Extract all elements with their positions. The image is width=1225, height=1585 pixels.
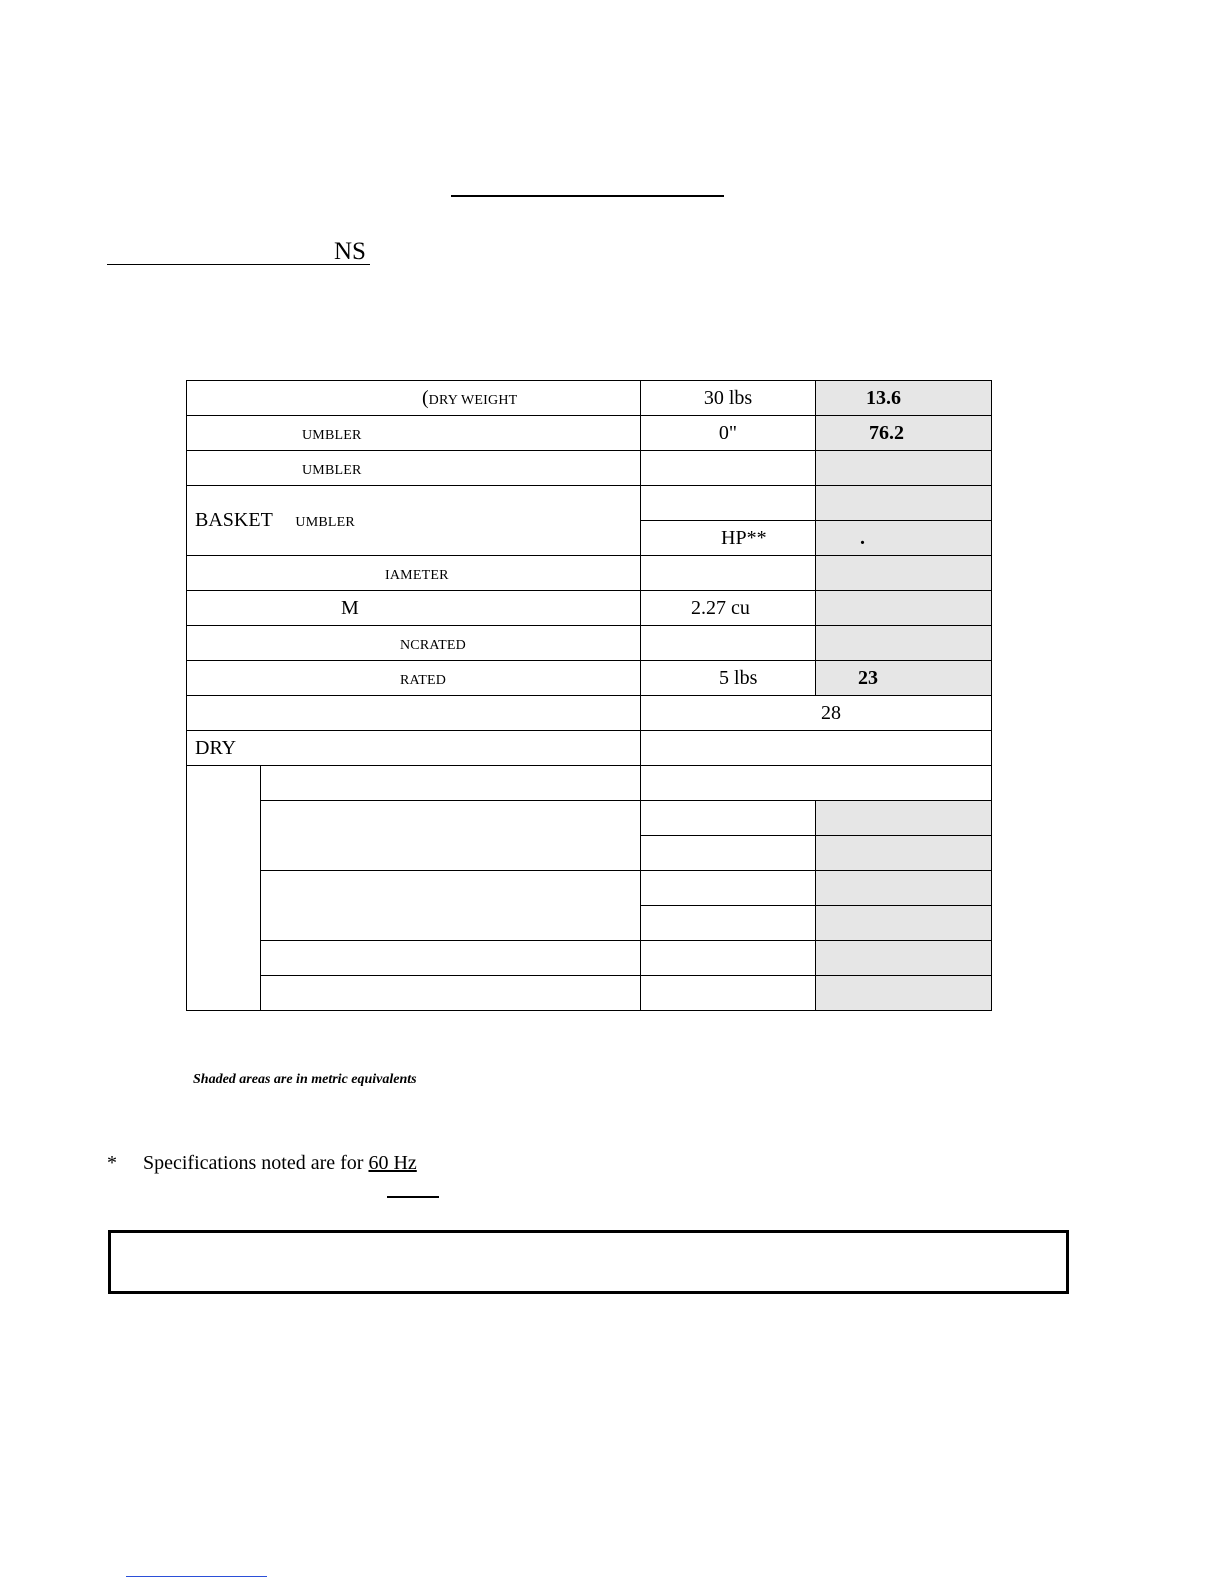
uncrated-label (187, 626, 641, 661)
group-row-2b-metric (816, 836, 992, 871)
table-row (187, 381, 992, 416)
diameter-imperial (641, 556, 816, 591)
basket-sub-1-imperial (641, 486, 816, 521)
footnote-text: Specifications noted are for (143, 1152, 369, 1174)
notice-box (108, 1230, 1069, 1294)
group-row-3a-metric (816, 871, 992, 906)
footnote-frequency-link[interactable]: 60 Hz (368, 1152, 417, 1174)
group-row-5-imperial (641, 976, 816, 1011)
basket-tumbler-label (187, 486, 641, 556)
title-underline (451, 195, 724, 197)
group-row-3b-imperial (641, 906, 816, 941)
table-row (187, 766, 992, 801)
crated-imperial: 5 lbs (641, 661, 816, 696)
row-28-label (187, 696, 641, 731)
table-row (187, 556, 992, 591)
diameter-label-text: IAMETER (385, 567, 449, 583)
tumbler-label-1 (187, 416, 641, 451)
footnote-marker: * (107, 1152, 117, 1174)
group-label-cell (187, 766, 261, 1011)
tumbler-label-2 (187, 451, 641, 486)
table-row (187, 451, 992, 486)
dry-weight-imperial: 30 lbs (641, 381, 816, 416)
shaded-areas-note: Shaded areas are in metric equivalents (193, 1072, 417, 1087)
crated-label (187, 661, 641, 696)
table-row (187, 661, 992, 696)
section-heading-underline (107, 264, 370, 265)
table-row (187, 976, 992, 1011)
table-row (187, 941, 992, 976)
tumbler-label-1-text: UMBLER (302, 427, 362, 443)
group-row-5-label (261, 976, 641, 1011)
bottom-link-underline[interactable] (126, 1576, 267, 1577)
dry-weight-metric: 13.6 (816, 381, 992, 416)
row-28-value: 28 (641, 696, 992, 731)
group-row-3b-metric (816, 906, 992, 941)
diameter-label (187, 556, 641, 591)
uncrated-imperial (641, 626, 816, 661)
group-row-2b-imperial (641, 836, 816, 871)
basket-sub-1-metric (816, 486, 992, 521)
tumbler-label-2-text: UMBLER (302, 462, 362, 478)
dry-weight-label-text: DRY WEIGHT (428, 392, 518, 408)
dry-label (187, 731, 641, 766)
table-row (187, 696, 992, 731)
volume-imperial: 2.27 cu (641, 591, 816, 626)
group-row-4-label (261, 941, 641, 976)
basket-tumbler-label-text: UMBLER (295, 515, 355, 530)
table-row (187, 731, 992, 766)
group-row-1-label (261, 766, 641, 801)
group-row-4-imperial (641, 941, 816, 976)
dry-weight-label (187, 381, 641, 416)
group-row-2a-imperial (641, 801, 816, 836)
table-row (187, 871, 992, 906)
basket-label: BASKET (195, 509, 273, 531)
table-row (187, 486, 992, 521)
table-row (187, 416, 992, 451)
tumbler-1-metric: 76.2 (816, 416, 992, 451)
group-row-3a-imperial (641, 871, 816, 906)
tumbler-2-imperial (641, 451, 816, 486)
tumbler-1-imperial: 0" (641, 416, 816, 451)
volume-label-text: M (341, 596, 359, 619)
basket-sub-2-metric: . (816, 521, 992, 556)
group-row-1-value (641, 766, 992, 801)
specifications-table (186, 380, 992, 1011)
volume-metric (816, 591, 992, 626)
dry-value (641, 731, 992, 766)
table-row (187, 591, 992, 626)
dry-label-text: DRY (195, 736, 237, 759)
table-row (187, 801, 992, 836)
diameter-metric (816, 556, 992, 591)
table-row (187, 626, 992, 661)
group-row-4-metric (816, 941, 992, 976)
group-row-2a-metric (816, 801, 992, 836)
footnote-underline (387, 1196, 439, 1198)
crated-label-text: RATED (400, 672, 447, 688)
group-row-5-metric (816, 976, 992, 1011)
section-heading: NS (334, 238, 366, 265)
group-row-2-label (261, 801, 641, 871)
uncrated-metric (816, 626, 992, 661)
volume-label (187, 591, 641, 626)
dry-weight-paren: ( (422, 386, 429, 409)
group-row-3-label (261, 871, 641, 941)
crated-metric: 23 (816, 661, 992, 696)
uncrated-label-text: NCRATED (400, 637, 466, 653)
footnote (107, 1151, 417, 1175)
tumbler-2-metric (816, 451, 992, 486)
basket-sub-2-imperial: HP** (641, 521, 816, 556)
